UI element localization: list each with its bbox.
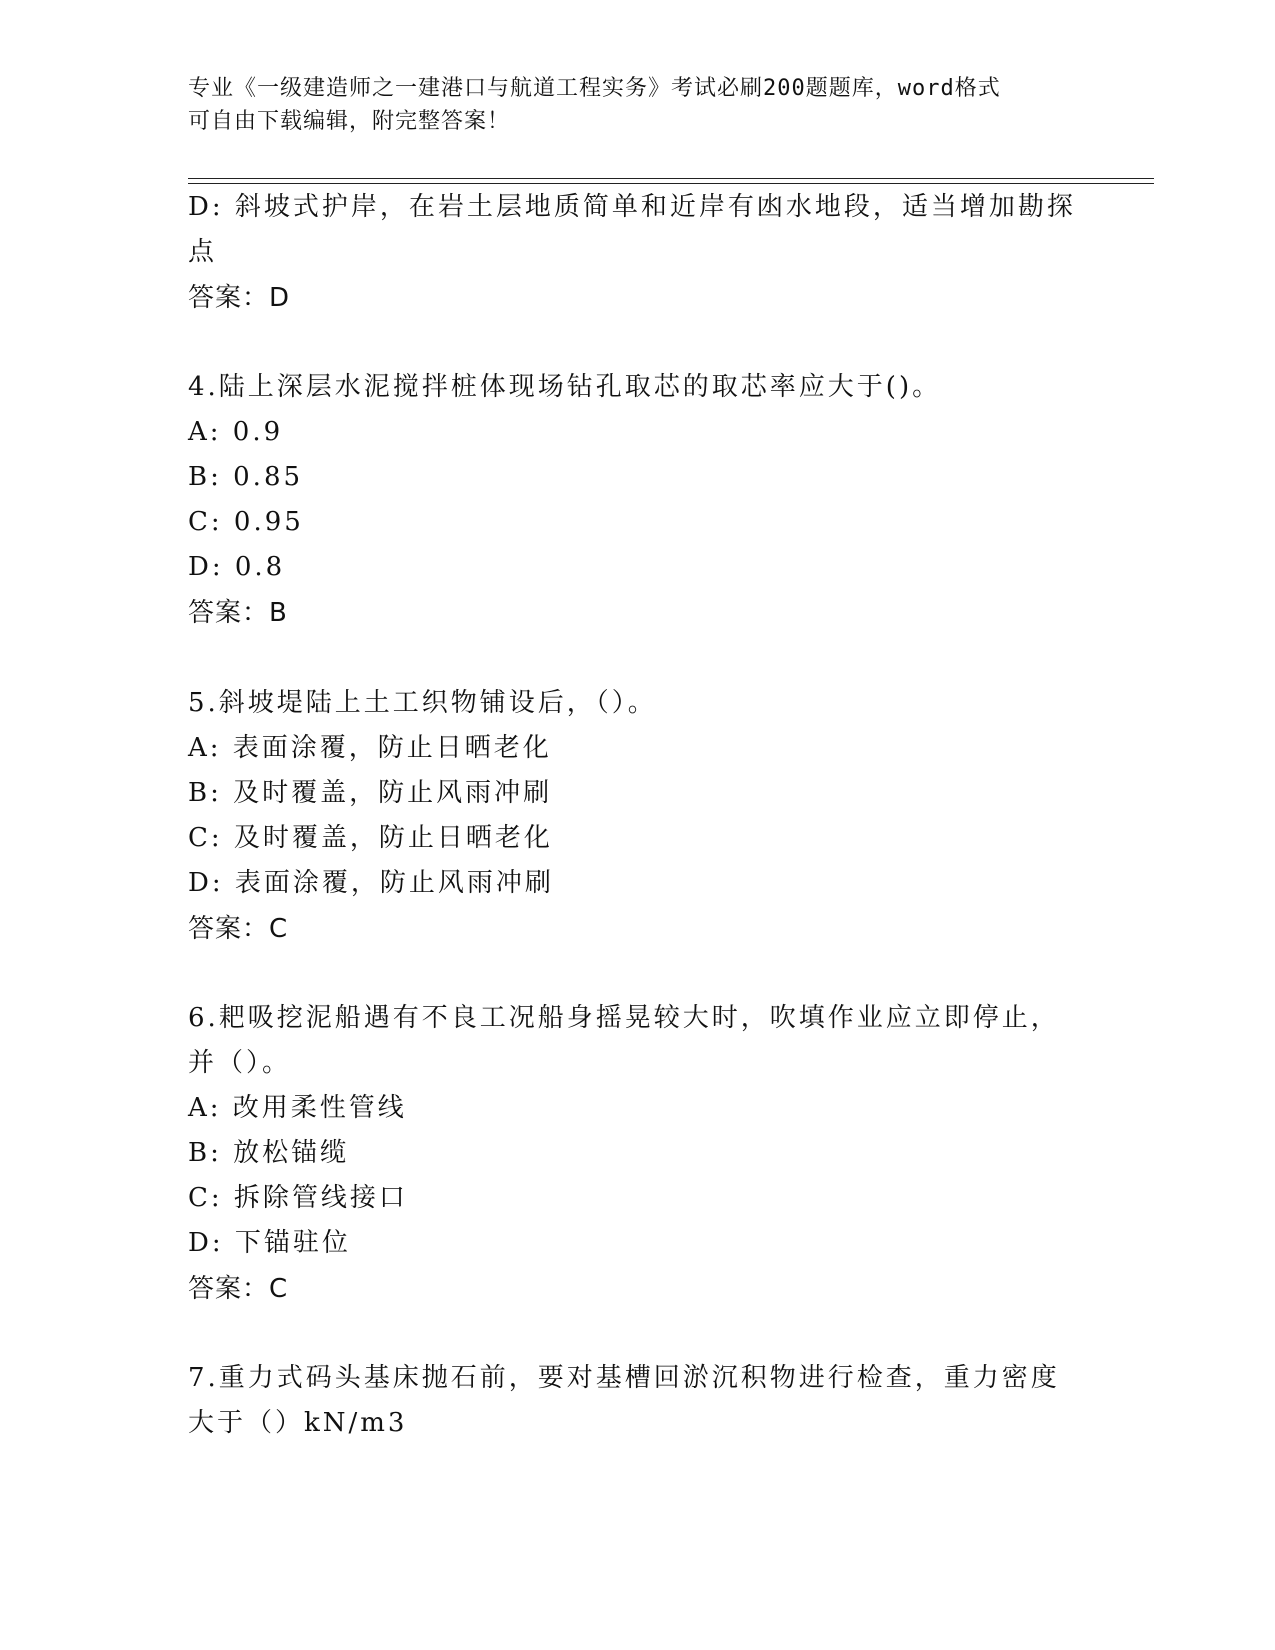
q4-option-d: D: 0.8 [188,552,286,582]
q6-answer: 答案：C [188,1274,289,1304]
q3-answer: 答案：D [188,283,291,313]
q6-question-line-2: 并（）。 [188,1048,292,1078]
q4-option-b: B: 0.85 [188,462,304,492]
q7-question-line-1: 7.重力式码头基床抛石前，要对基槽回淤沉积物进行检查，重力密度 [188,1363,1060,1393]
q4-option-c: C: 0.95 [188,507,304,537]
q5-option-c: C: 及时覆盖，防止日晒老化 [188,823,553,853]
q5-option-a: A: 表面涂覆，防止日晒老化 [188,733,552,763]
header-divider-top [188,178,1154,179]
q6-question-line-1: 6.耙吸挖泥船遇有不良工况船身摇晃较大时，吹填作业应立即停止， [188,1003,1060,1033]
q3-option-d-line-2: 点 [188,237,218,267]
q5-question: 5.斜坡堤陆上土工织物铺设后，（）。 [188,688,657,718]
header-divider-bottom [188,183,1154,184]
q4-question: 4.陆上深层水泥搅拌桩体现场钻孔取芯的取芯率应大于()。 [188,372,942,402]
header-title-line-2: 可自由下载编辑，附完整答案！ [188,109,511,134]
q3-option-d-line-1: D: 斜坡式护岸，在岩土层地质简单和近岸有凼水地段，适当增加勘探 [188,192,1076,222]
q7-question-line-2: 大于（）kN/m3 [188,1408,408,1438]
q6-option-a: A: 改用柔性管线 [188,1093,407,1123]
q6-option-b: B: 放松锚缆 [188,1138,350,1168]
q4-answer: 答案：B [188,598,288,628]
header-title-line-1: 专业《一级建造师之一建港口与航道工程实务》考试必刷200题题库，word格式 [188,76,1001,101]
q5-answer: 答案：C [188,914,289,944]
q5-option-b: B: 及时覆盖，防止风雨冲刷 [188,778,553,808]
q5-option-d: D: 表面涂覆，防止风雨冲刷 [188,868,554,898]
q4-option-a: A: 0.9 [188,417,284,447]
document-header [188,72,1068,138]
q6-option-c: C: 拆除管线接口 [188,1183,408,1213]
q6-option-d: D: 下锚驻位 [188,1228,351,1258]
